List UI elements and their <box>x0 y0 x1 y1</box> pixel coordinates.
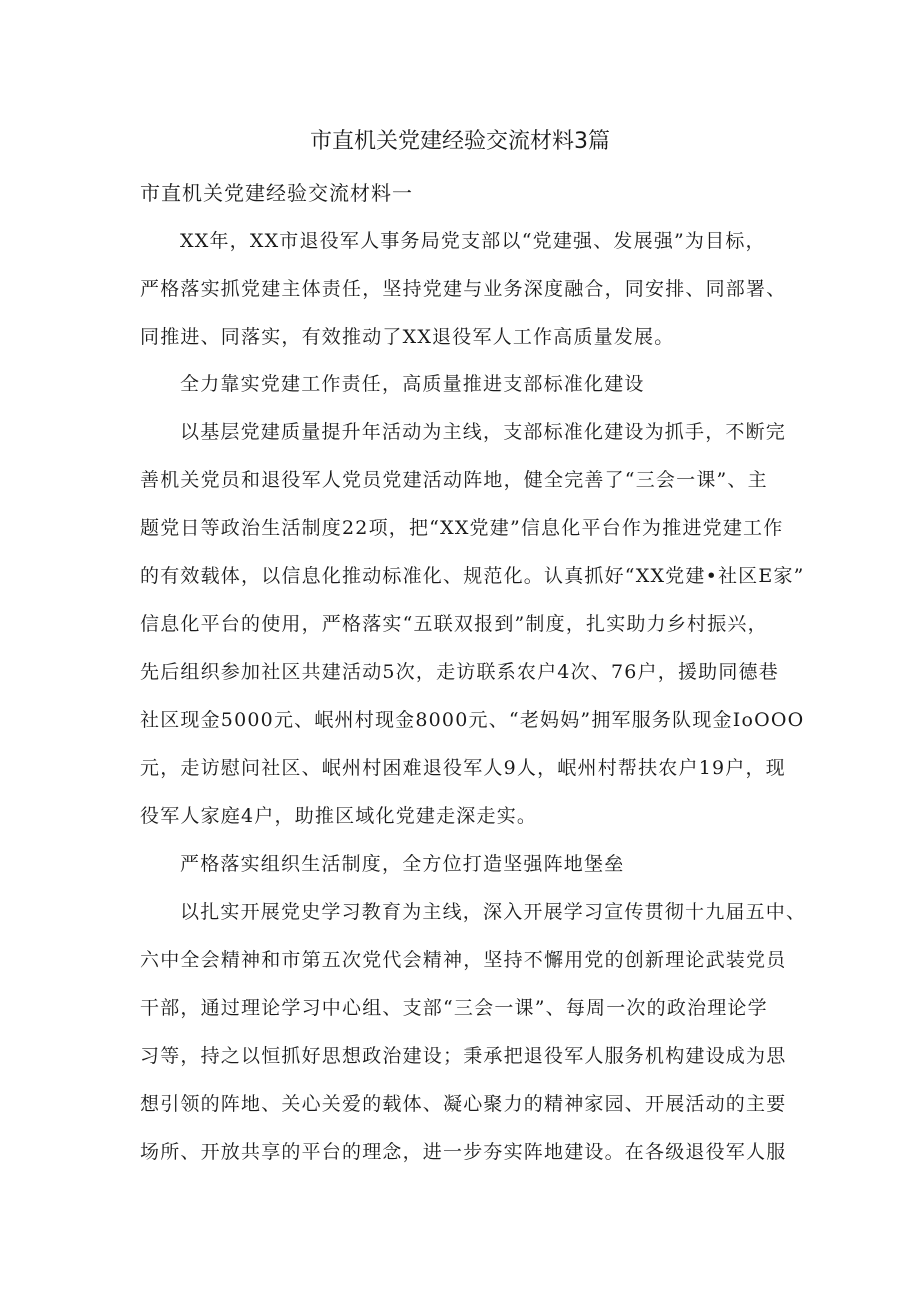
paragraph-line: 干部，通过理论学习中心组、支部“三会一课”、每周一次的政治理论学 <box>140 997 768 1019</box>
paragraph-line: 题党日等政治生活制度22项，把“XX党建”信息化平台作为推进党建工作 <box>140 517 784 539</box>
paragraph-line: 元，走访慰问社区、岷州村困难退役军人9人，岷州村帮扶农户19户，现 <box>140 757 786 779</box>
paragraph-line: 习等，持之以恒抓好思想政治建设；秉承把退役军人服务机构建设成为思 <box>140 1045 787 1067</box>
paragraph-line: 社区现金5000元、岷州村现金8000元、“老妈妈”拥军服务队现金IoOOO <box>140 709 805 731</box>
document-title: 市直机关党建经验交流材料3篇 <box>310 129 610 154</box>
paragraph-line: 先后组织参加社区共建活动5次，走访联系农户4次、76户，援助同德巷 <box>140 661 779 683</box>
paragraph-line: 的有效载体，以信息化推动标准化、规范化。认真抓好“XX党建•社区E家” <box>140 565 805 587</box>
paragraph-2 <box>140 408 805 840</box>
document-subtitle: 市直机关党建经验交流材料一 <box>140 181 413 205</box>
paragraph-line: 役军人家庭4户，助推区域化党建走深走实。 <box>140 805 538 827</box>
paragraph-1 <box>140 217 785 361</box>
section-heading-1: 全力靠实党建工作责任，高质量推进支部标准化建设 <box>180 373 645 395</box>
paragraph-line: 善机关党员和退役军人党员党建活动阵地，健全完善了“三会一课”、主 <box>140 469 768 491</box>
paragraph-line: 信息化平台的使用，严格落实“五联双报到”制度，扎实助力乡村振兴， <box>140 613 768 635</box>
paragraph-3 <box>140 888 807 1176</box>
section-heading-2: 严格落实组织生活制度，全方位打造坚强阵地堡垒 <box>180 853 625 875</box>
paragraph-line: 六中全会精神和市第五次党代会精神，坚持不懈用党的创新理论武装党员 <box>140 949 787 971</box>
paragraph-line: 以基层党建质量提升年活动为主线，支部标准化建设为抓手，不断完 <box>180 421 787 443</box>
paragraph-line: 严格落实抓党建主体责任，坚持党建与业务深度融合，同安排、同部署、 <box>140 278 787 300</box>
paragraph-line: 场所、开放共享的平台的理念，进一步夯实阵地建设。在各级退役军人服 <box>140 1141 787 1163</box>
paragraph-line: 以扎实开展党史学习教育为主线，深入开展学习宣传贯彻十九届五中、 <box>180 901 807 923</box>
paragraph-line: XX年，XX市退役军人事务局党支部以“党建强、发展强”为目标， <box>180 230 766 252</box>
paragraph-line: 想引领的阵地、关心关爱的载体、凝心聚力的精神家园、开展活动的主要 <box>140 1093 787 1115</box>
paragraph-line: 同推进、同落实，有效推动了XX退役军人工作高质量发展。 <box>140 326 675 348</box>
